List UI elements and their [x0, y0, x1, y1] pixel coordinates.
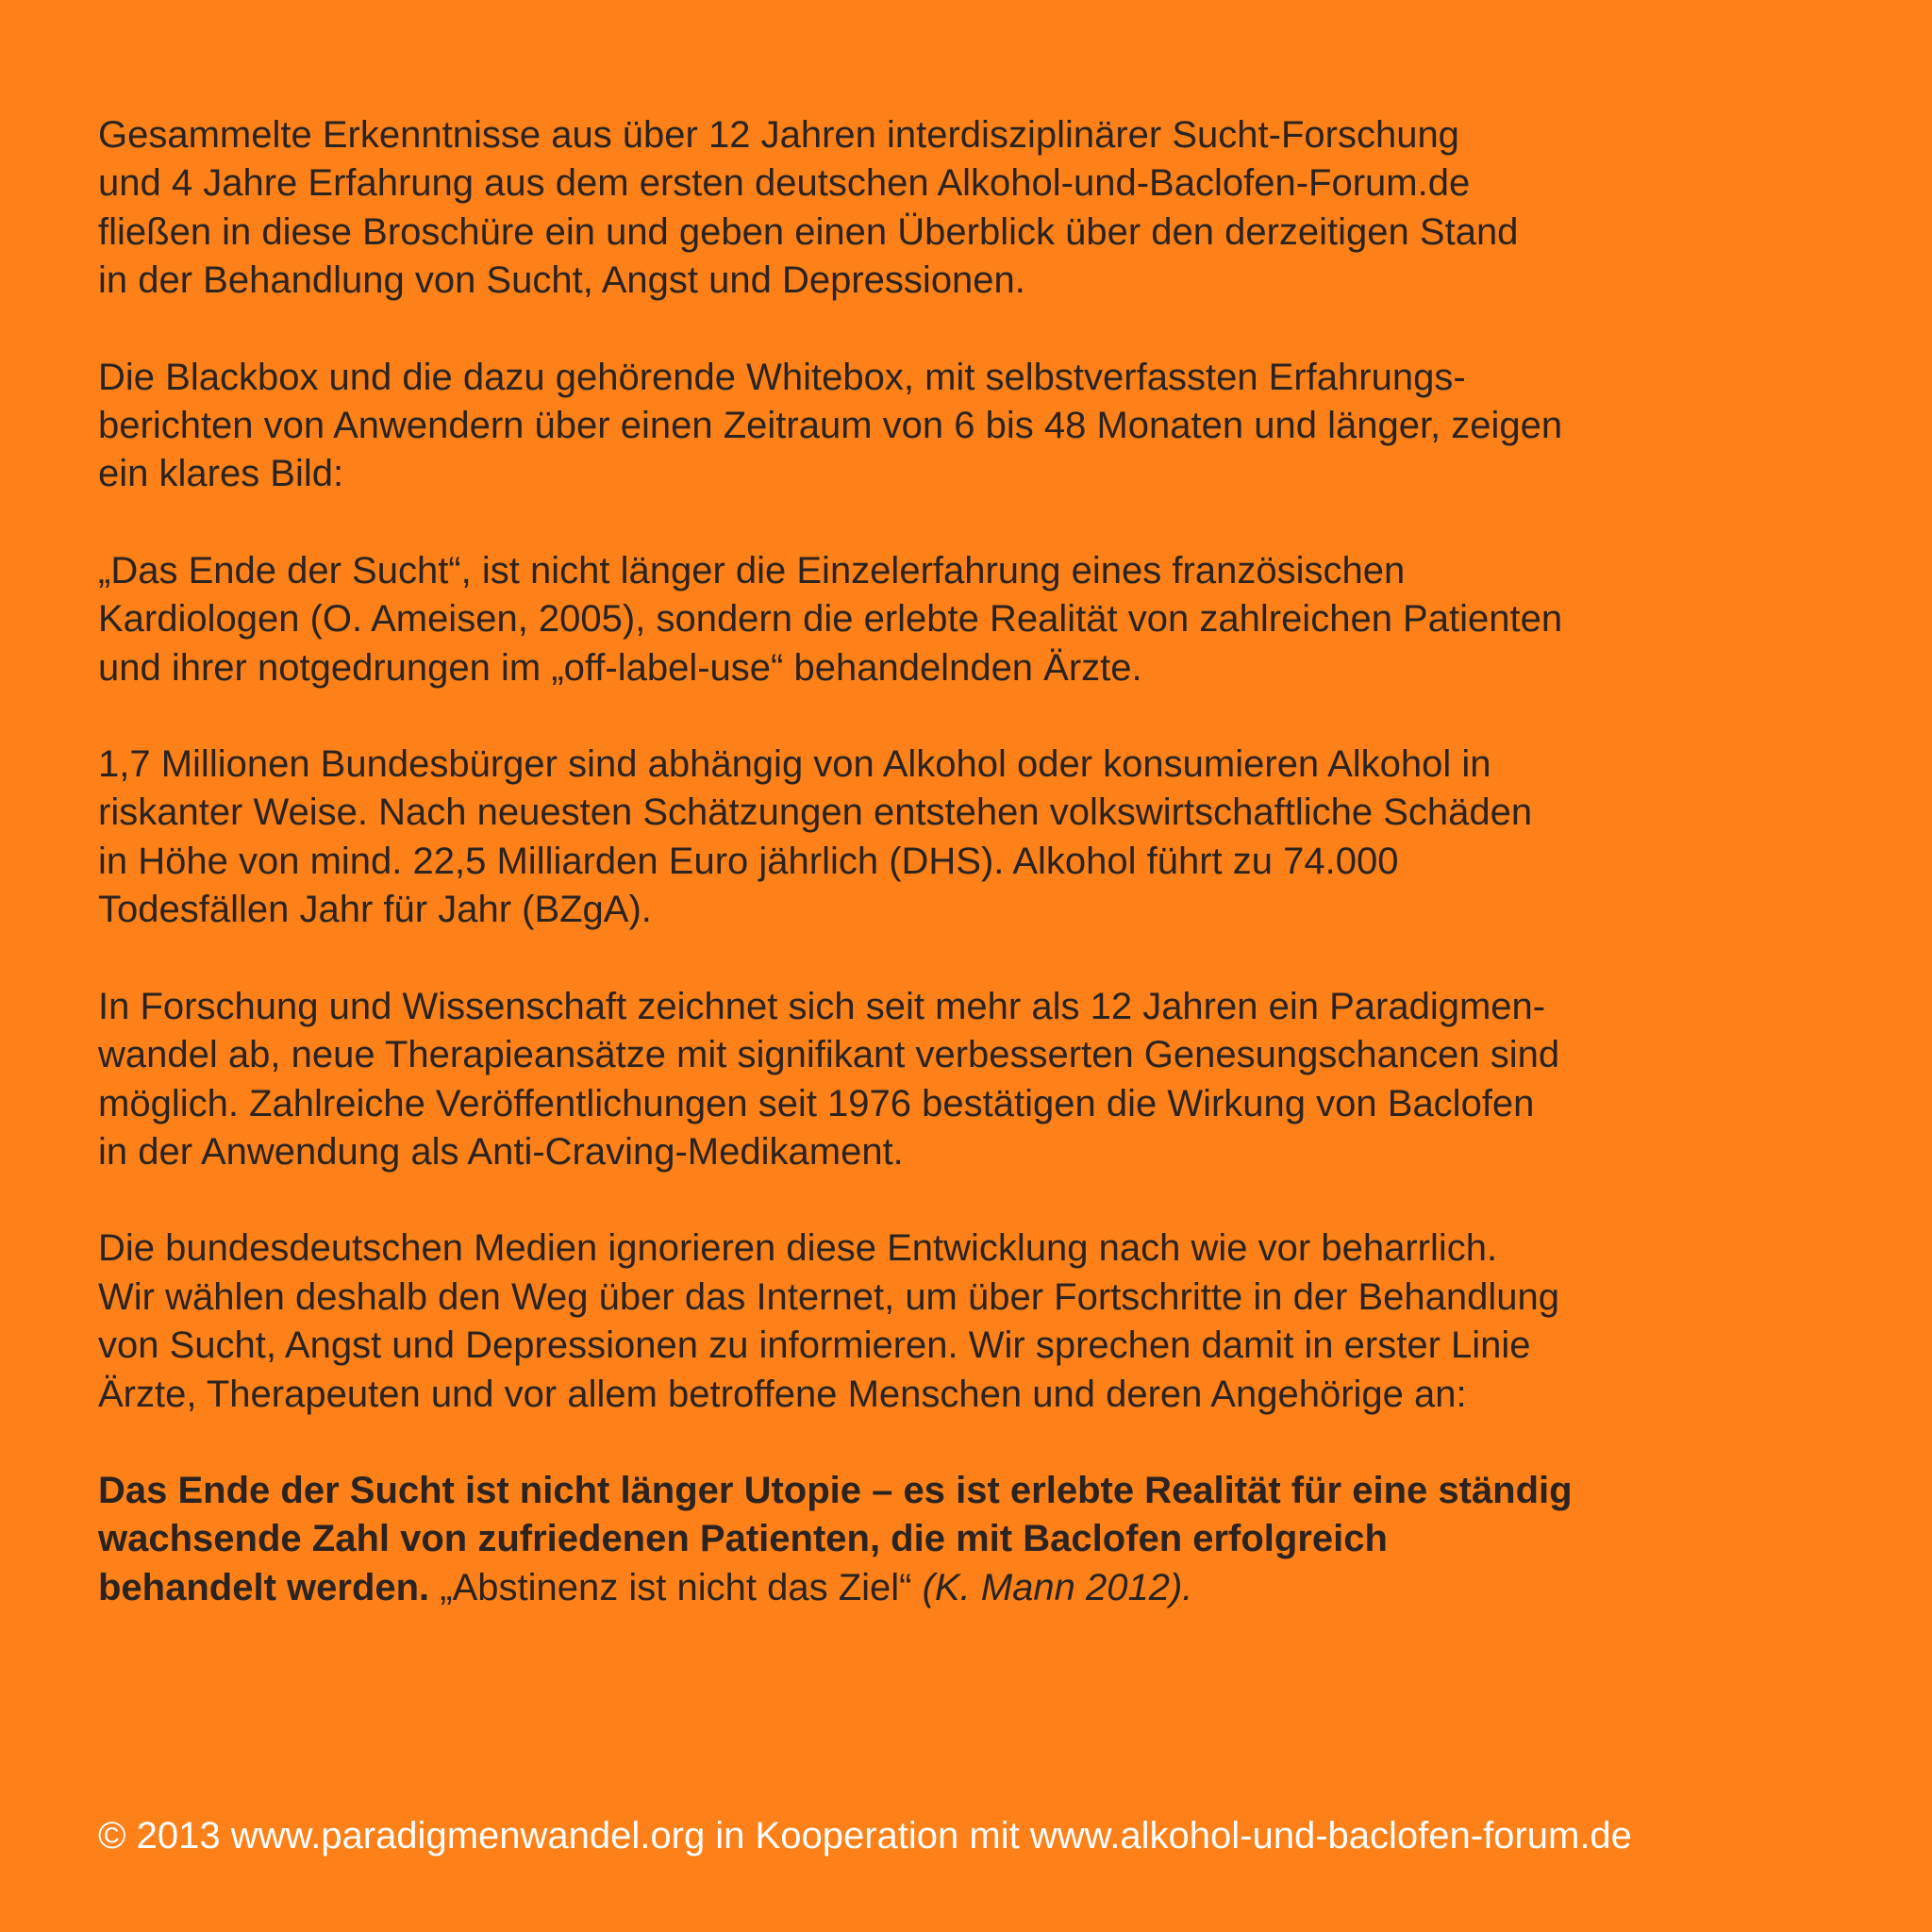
paragraph-media	[98, 1224, 1872, 1419]
text-line: In Forschung und Wissenschaft zeichnet sich seit mehr als 12 Jahren ein Paradigmen-	[98, 985, 1546, 1027]
text-line: in der Anwendung als Anti-Craving-Medikament.	[98, 1130, 904, 1173]
text-line: „Das Ende der Sucht“, ist nicht länger die Einzelerfahrung eines französischen	[98, 549, 1406, 591]
text-line: Die bundesdeutschen Medien ignorieren diese Entwicklung nach wie vor beharrlich.	[98, 1227, 1498, 1270]
text-line: berichten von Anwendern über einen Zeitraum von 6 bis 48 Monaten und länger, zeigen	[98, 405, 1563, 447]
text-line: wandel ab, neue Therapieansätze mit signifikant verbesserten Genesungschancen sind	[98, 1034, 1560, 1076]
text-line: 1,7 Millionen Bundesbürger sind abhängig von Alkohol oder konsumieren Alkohol in	[98, 743, 1491, 786]
copyright-footer: © 2013 www.paradigmenwandel.org in Kooperation mit www.alkohol-und-baclofen-forum.de	[98, 1815, 1632, 1857]
paragraph-research	[98, 983, 1872, 1177]
text-line: in der Behandlung von Sucht, Angst und Depressionen.	[98, 259, 1025, 302]
text-line: und 4 Jahre Erfahrung aus dem ersten deutschen Alkohol-und-Baclofen-Forum.de	[98, 162, 1471, 205]
text-line: und ihrer notgedrungen im „off-label-use“ behandelnden Ärzte.	[98, 646, 1142, 689]
paragraph-intro	[98, 111, 1872, 306]
text-line: Todesfällen Jahr für Jahr (BZgA).	[98, 889, 652, 931]
text-line: von Sucht, Angst und Depressionen zu informieren. Wir sprechen damit in erster Linie	[98, 1324, 1531, 1367]
text-line: in Höhe von mind. 22,5 Milliarden Euro jährlich (DHS). Alkohol führt zu 74.000	[98, 840, 1399, 882]
text-line: Kardiologen (O. Ameisen, 2005), sondern die erlebte Realität von zahlreichen Patienten	[98, 598, 1563, 641]
closing-last-line	[98, 1564, 1872, 1612]
text-line: Wir wählen deshalb den Weg über das Internet, um über Fortschritte in der Behandlung	[98, 1275, 1560, 1318]
body-text	[98, 111, 1872, 1660]
closing-bold-line: wachsende Zahl von zufriedenen Patienten, die mit Baclofen erfolgreich	[98, 1518, 1388, 1560]
paragraph-statistics	[98, 741, 1872, 935]
text-line: riskanter Weise. Nach neuesten Schätzungen entstehen volkswirtschaftliche Schäden	[98, 791, 1533, 834]
closing-bold-line: Das Ende der Sucht ist nicht länger Utopie – es ist erlebte Realität für eine ständig	[98, 1469, 1573, 1511]
text-line: ein klares Bild:	[98, 453, 344, 495]
text-line: Die Blackbox und die dazu gehörende Whitebox, mit selbstverfassten Erfahrungs-	[98, 356, 1466, 398]
closing-quote: „Abstinenz ist nicht das Ziel“	[429, 1566, 923, 1608]
closing-bold-text: behandelt werden.	[98, 1566, 430, 1608]
paragraph-closing	[98, 1467, 1872, 1612]
text-line: möglich. Zahlreiche Veröffentlichungen seit 1976 bestätigen die Wirkung von Baclofen	[98, 1082, 1535, 1124]
text-line: Ärzte, Therapeuten und vor allem betroffene Menschen und deren Angehörige an:	[98, 1373, 1467, 1415]
paragraph-ameisen	[98, 547, 1872, 692]
text-line: Gesammelte Erkenntnisse aus über 12 Jahren interdisziplinärer Sucht-Forschung	[98, 114, 1459, 156]
text-line: fließen in diese Broschüre ein und geben einen Überblick über den derzeitigen Stand	[98, 210, 1519, 253]
closing-citation: (K. Mann 2012).	[922, 1566, 1193, 1608]
paragraph-blackbox	[98, 354, 1872, 499]
